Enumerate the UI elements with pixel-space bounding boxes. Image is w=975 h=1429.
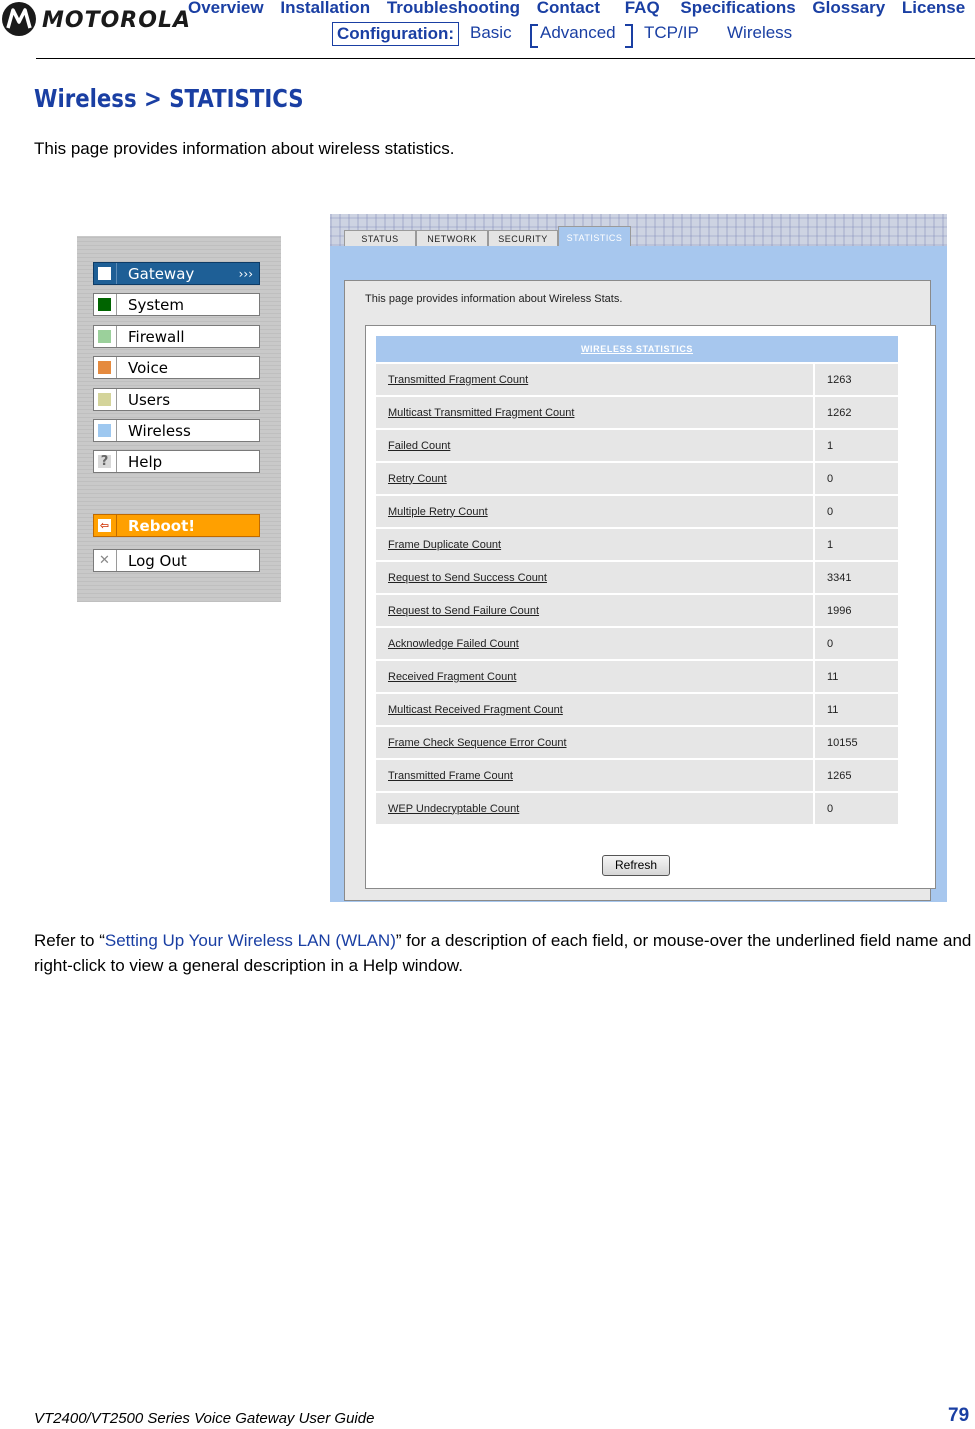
- menu-gateway[interactable]: [93, 262, 260, 285]
- refer-prefix: Refer to “: [34, 931, 105, 950]
- stat-value: 1262: [814, 396, 898, 429]
- menu-label: System: [128, 296, 184, 314]
- menu-separator: [116, 357, 117, 378]
- stat-name[interactable]: Multicast Received Fragment Count: [376, 693, 814, 726]
- menu-help[interactable]: [93, 450, 260, 473]
- gateway-menu: [77, 236, 281, 602]
- stat-name[interactable]: Failed Count: [376, 429, 814, 462]
- stat-value: 10155: [814, 726, 898, 759]
- table-row: [376, 660, 898, 693]
- stat-value: 1: [814, 528, 898, 561]
- nav-advanced[interactable]: Advanced: [540, 23, 616, 42]
- nav-wireless[interactable]: Wireless: [727, 23, 793, 42]
- stat-name[interactable]: Request to Send Failure Count: [376, 594, 814, 627]
- stats-container: [365, 325, 936, 889]
- table-row: [376, 495, 898, 528]
- voice-icon: [98, 361, 111, 374]
- page-title: Wireless > STATISTICS: [34, 84, 304, 113]
- menu-separator: [116, 263, 117, 284]
- stat-name[interactable]: Multicast Transmitted Fragment Count: [376, 396, 814, 429]
- stat-value: 1: [814, 429, 898, 462]
- menu-label: Users: [128, 391, 171, 409]
- page-intro: This page provides information about wireless statistics.: [34, 139, 455, 158]
- stat-value: 0: [814, 495, 898, 528]
- stat-name[interactable]: Frame Duplicate Count: [376, 528, 814, 561]
- nav-contact[interactable]: Contact: [536, 0, 600, 17]
- tab-status[interactable]: STATUS: [344, 230, 416, 246]
- table-row: [376, 726, 898, 759]
- nav-license[interactable]: License: [901, 0, 966, 17]
- stat-name[interactable]: Request to Send Success Count: [376, 561, 814, 594]
- stat-value: 0: [814, 627, 898, 660]
- table-title[interactable]: WIRELESS STATISTICS: [376, 336, 898, 363]
- table-row: [376, 528, 898, 561]
- refer-suffix: ” for a description of each field, or mouse-over the underlined field name and right-click to view a general description in a Help window.: [34, 931, 972, 975]
- menu-firewall[interactable]: [93, 325, 260, 348]
- nav-overview[interactable]: Overview: [188, 0, 264, 17]
- table-row: [376, 693, 898, 726]
- stat-name[interactable]: Retry Count: [376, 462, 814, 495]
- menu-label: Reboot!: [128, 517, 196, 535]
- stat-name[interactable]: Multiple Retry Count: [376, 495, 814, 528]
- refresh-button[interactable]: Refresh: [602, 855, 670, 876]
- nav-installation[interactable]: Installation: [280, 0, 371, 17]
- menu-separator: [116, 550, 117, 571]
- firewall-icon: [98, 330, 111, 343]
- page-number: 79: [948, 1405, 970, 1426]
- close-icon: ✕: [99, 553, 110, 568]
- header-rule: [36, 58, 975, 59]
- menu-separator: [116, 389, 117, 410]
- stat-value: 3341: [814, 561, 898, 594]
- table-row: [376, 759, 898, 792]
- stats-panel: [344, 280, 931, 901]
- tab-network[interactable]: NETWORK: [416, 230, 488, 246]
- panel-intro: This page provides information about Wireless Stats.: [365, 293, 623, 305]
- menu-separator: [116, 451, 117, 472]
- menu-separator: [116, 420, 117, 441]
- wlan-setup-link[interactable]: Setting Up Your Wireless LAN (WLAN): [104, 931, 396, 950]
- table-row: [376, 594, 898, 627]
- motorola-logo-icon: [2, 2, 36, 36]
- reference-paragraph: [34, 928, 974, 978]
- stat-name[interactable]: WEP Undecryptable Count: [376, 792, 814, 824]
- menu-label: Help: [128, 453, 163, 471]
- tab-security[interactable]: SECURITY: [488, 230, 558, 246]
- reboot-icon: ⇦: [99, 519, 110, 532]
- stat-name[interactable]: Acknowledge Failed Count: [376, 627, 814, 660]
- menu-logout[interactable]: [93, 549, 260, 572]
- menu-label: Voice: [128, 359, 168, 377]
- stat-name[interactable]: Received Fragment Count: [376, 660, 814, 693]
- stat-value: 1996: [814, 594, 898, 627]
- menu-separator: [116, 326, 117, 347]
- table-row: [376, 462, 898, 495]
- chevron-right-icon: ›››: [238, 267, 253, 281]
- table-row: [376, 792, 898, 824]
- tab-statistics[interactable]: STATISTICS: [558, 226, 631, 246]
- help-icon: ?: [98, 455, 111, 468]
- motorola-wordmark: MOTOROLA: [42, 8, 191, 33]
- menu-wireless[interactable]: [93, 419, 260, 442]
- menu-label: Firewall: [128, 328, 185, 346]
- advanced-bracket-right: [625, 24, 633, 48]
- table-row: [376, 627, 898, 660]
- stat-value: 11: [814, 660, 898, 693]
- top-nav: [188, 0, 975, 18]
- menu-label: Gateway: [128, 265, 195, 283]
- stat-value: 1263: [814, 363, 898, 396]
- stat-value: 11: [814, 693, 898, 726]
- stat-value: 1265: [814, 759, 898, 792]
- gateway-icon: [98, 267, 111, 280]
- table-row: [376, 396, 898, 429]
- menu-separator: [116, 515, 117, 536]
- table-row: [376, 363, 898, 396]
- statistics-screenshot: [330, 214, 947, 902]
- wireless-stats-table: [376, 336, 898, 824]
- nav-basic[interactable]: Basic: [470, 23, 512, 42]
- nav-specifications[interactable]: Specifications: [680, 0, 796, 17]
- nav-tcpip[interactable]: TCP/IP: [644, 23, 699, 42]
- nav-faq[interactable]: FAQ: [624, 0, 660, 17]
- nav-configuration[interactable]: Configuration:: [332, 22, 459, 46]
- menu-label: Wireless: [128, 422, 191, 440]
- stat-name[interactable]: Frame Check Sequence Error Count: [376, 726, 814, 759]
- menu-system[interactable]: [93, 293, 260, 316]
- menu-label: Log Out: [128, 552, 187, 570]
- nav-glossary[interactable]: Glossary: [812, 0, 886, 17]
- menu-separator: [116, 294, 117, 315]
- table-row: [376, 561, 898, 594]
- nav-troubleshooting[interactable]: Troubleshooting: [386, 0, 520, 17]
- wireless-icon: [98, 424, 111, 437]
- advanced-bracket-left: [530, 24, 538, 48]
- users-icon: [98, 393, 111, 406]
- stat-value: 0: [814, 792, 898, 824]
- stat-name[interactable]: Transmitted Fragment Count: [376, 363, 814, 396]
- stat-value: 0: [814, 462, 898, 495]
- menu-voice[interactable]: [93, 356, 260, 379]
- menu-reboot[interactable]: [93, 514, 260, 537]
- guide-title: VT2400/VT2500 Series Voice Gateway User Guide: [34, 1410, 375, 1427]
- stat-name[interactable]: Transmitted Frame Count: [376, 759, 814, 792]
- table-row: [376, 429, 898, 462]
- system-icon: [98, 298, 111, 311]
- menu-users[interactable]: [93, 388, 260, 411]
